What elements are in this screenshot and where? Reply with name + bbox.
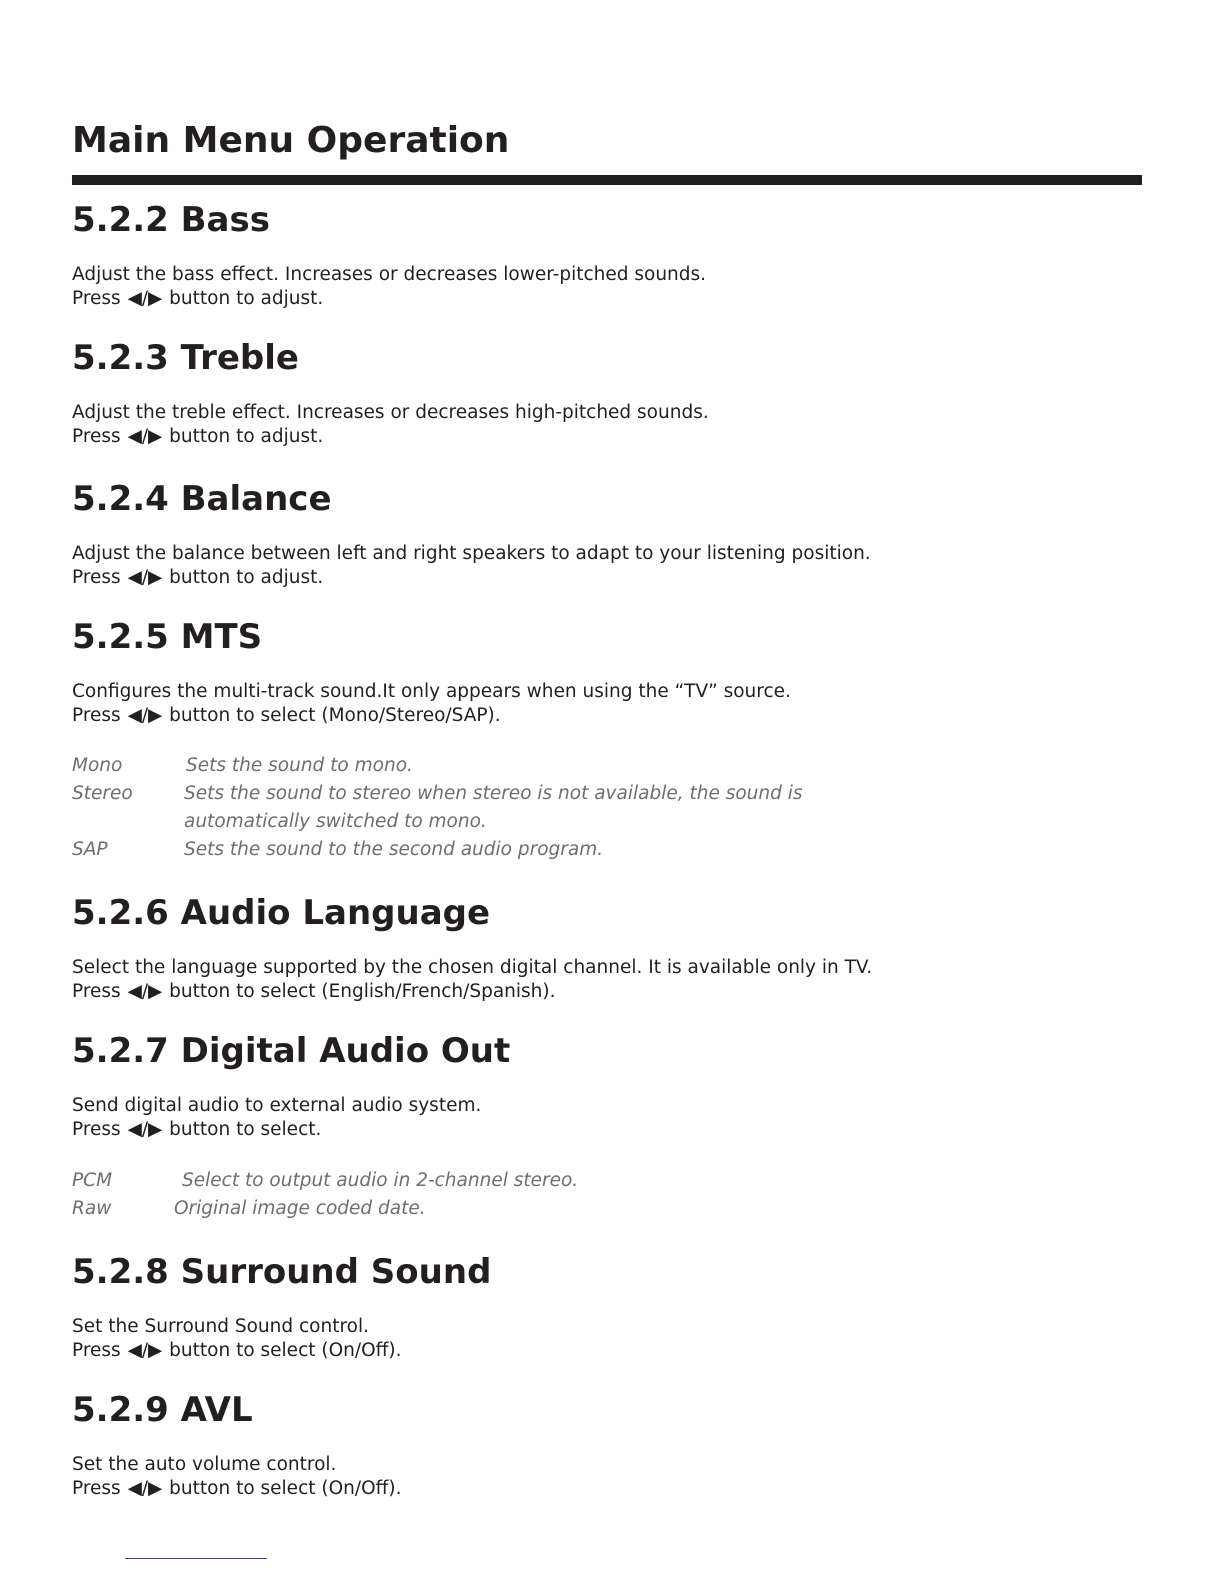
- section-description-bass: [72, 263, 1152, 311]
- press-label: Press: [72, 426, 121, 447]
- option-row-pcm: [72, 1167, 972, 1195]
- description-line: Adjust the balance between left and right speakers to adapt to your listening position.: [72, 543, 871, 564]
- section-heading-bass: 5.2.2 Bass: [72, 200, 270, 240]
- option-key: Raw: [72, 1198, 112, 1219]
- option-row-mono: [72, 752, 972, 780]
- description-line: Adjust the bass effect. Increases or decreases lower-pitched sounds.: [72, 264, 707, 285]
- option-key: Mono: [72, 755, 123, 776]
- press-action: button to adjust.: [169, 567, 324, 588]
- section-mts: [72, 616, 1152, 728]
- section-description-mts: [72, 680, 1152, 728]
- left-right-arrow-icon: ◀/▶: [127, 1119, 163, 1140]
- left-right-arrow-icon: ◀/▶: [127, 1478, 163, 1499]
- option-value: Select to output audio in 2-channel stereo.: [182, 1170, 579, 1191]
- section-avl: [72, 1389, 1152, 1501]
- description-line: Select the language supported by the chosen digital channel. It is available only in TV.: [72, 957, 873, 978]
- press-label: Press: [72, 1478, 121, 1499]
- press-action: button to select.: [169, 1119, 322, 1140]
- press-label: Press: [72, 288, 121, 309]
- left-right-arrow-icon: ◀/▶: [127, 705, 163, 726]
- page-title: Main Menu Operation: [72, 120, 510, 161]
- digital-audio-options-list: [72, 1167, 972, 1223]
- left-right-arrow-icon: ◀/▶: [127, 426, 163, 447]
- description-line: Send digital audio to external audio system.: [72, 1095, 482, 1116]
- option-value: Sets the sound to mono.: [186, 755, 413, 776]
- press-label: Press: [72, 981, 121, 1002]
- section-heading-digital-audio-out: 5.2.7 Digital Audio Out: [72, 1031, 511, 1071]
- section-description-balance: [72, 542, 1152, 590]
- left-right-arrow-icon: ◀/▶: [127, 288, 163, 309]
- left-right-arrow-icon: ◀/▶: [127, 567, 163, 588]
- option-row-sap: [72, 836, 972, 864]
- description-line: Set the Surround Sound control.: [72, 1316, 369, 1337]
- press-action: button to adjust.: [169, 426, 324, 447]
- option-value: Sets the sound to the second audio program.: [184, 839, 604, 860]
- footer-divider: [125, 1558, 267, 1559]
- section-audio-language: [72, 892, 1152, 1004]
- section-description-audio-language: [72, 956, 1152, 1004]
- section-digital-audio-out: [72, 1030, 1152, 1142]
- press-action: button to select (On/Off).: [169, 1478, 402, 1499]
- section-heading-treble: 5.2.3 Treble: [72, 338, 299, 378]
- press-label: Press: [72, 705, 121, 726]
- section-balance: [72, 478, 1152, 590]
- mts-options-list: [72, 752, 972, 864]
- section-treble: [72, 337, 1152, 449]
- description-line: Set the auto volume control.: [72, 1454, 337, 1475]
- section-description-digital-audio-out: [72, 1094, 1152, 1142]
- press-label: Press: [72, 1340, 121, 1361]
- press-action: button to adjust.: [169, 288, 324, 309]
- press-label: Press: [72, 567, 121, 588]
- section-heading-audio-language: 5.2.6 Audio Language: [72, 893, 491, 933]
- section-bass: [72, 199, 1152, 311]
- option-value: Original image coded date.: [174, 1198, 426, 1219]
- section-description-surround-sound: [72, 1315, 1152, 1363]
- option-key: SAP: [72, 839, 108, 860]
- section-description-treble: [72, 401, 1152, 449]
- option-key: Stereo: [72, 783, 133, 804]
- press-action: button to select (Mono/Stereo/SAP).: [169, 705, 501, 726]
- left-right-arrow-icon: ◀/▶: [127, 981, 163, 1002]
- option-value: Sets the sound to stereo when stereo is not available, the sound is automatically switched to mono.: [184, 783, 803, 832]
- section-heading-surround-sound: 5.2.8 Surround Sound: [72, 1252, 492, 1292]
- press-label: Press: [72, 1119, 121, 1140]
- left-right-arrow-icon: ◀/▶: [127, 1340, 163, 1361]
- press-action: button to select (On/Off).: [169, 1340, 402, 1361]
- option-key: PCM: [72, 1170, 113, 1191]
- description-line: Configures the multi-track sound.It only appears when using the “TV” source.: [72, 681, 791, 702]
- section-description-avl: [72, 1453, 1152, 1501]
- option-row-stereo: [72, 780, 972, 836]
- section-heading-balance: 5.2.4 Balance: [72, 479, 332, 519]
- title-divider: [72, 175, 1142, 185]
- description-line: Adjust the treble effect. Increases or decreases high-pitched sounds.: [72, 402, 709, 423]
- section-surround-sound: [72, 1251, 1152, 1363]
- press-action: button to select (English/French/Spanish).: [169, 981, 556, 1002]
- section-heading-mts: 5.2.5 MTS: [72, 617, 263, 657]
- option-row-raw: [72, 1195, 972, 1223]
- section-heading-avl: 5.2.9 AVL: [72, 1390, 253, 1430]
